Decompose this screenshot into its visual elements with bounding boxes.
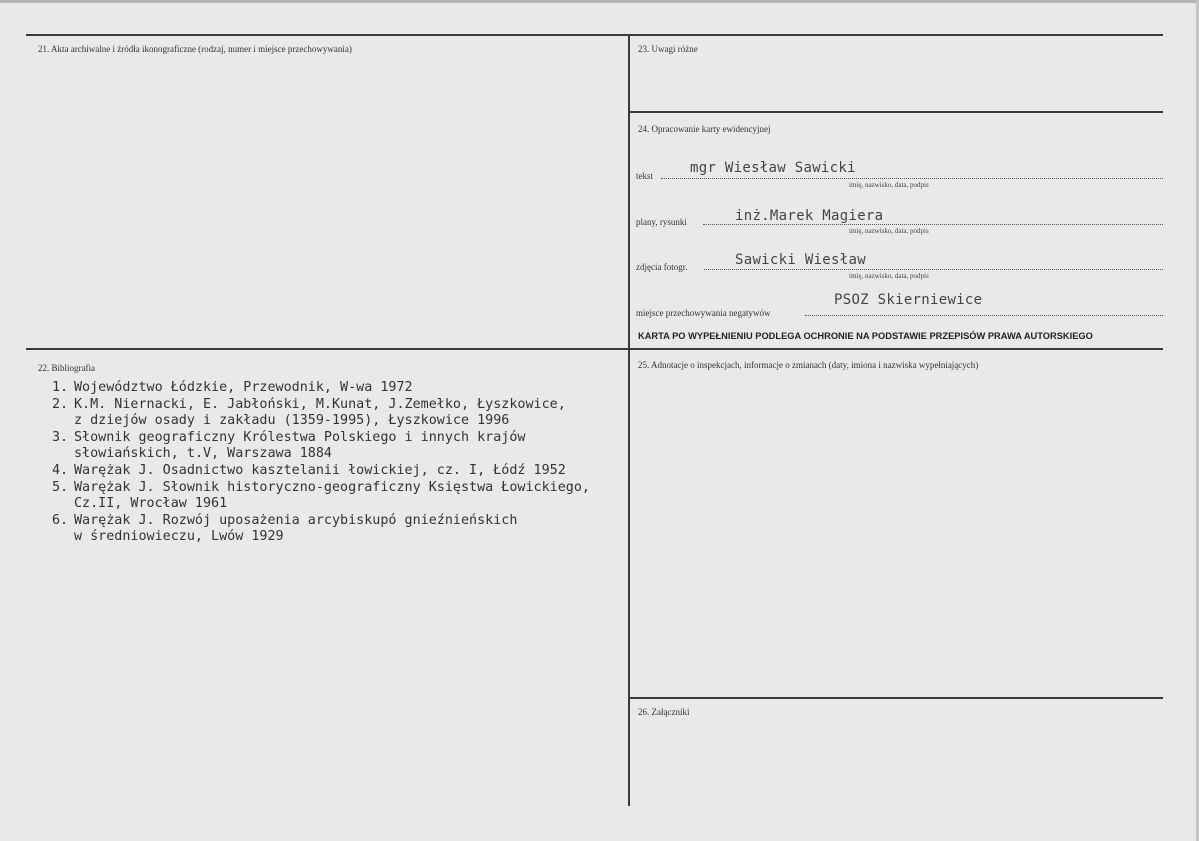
copyright-notice: KARTA PO WYPEŁNIENIU PODLEGA OCHRONIE NA PODSTAWIE PRZEPISÓW PRAWA AUTORSKIEGO xyxy=(638,331,1093,341)
list-item xyxy=(52,463,590,480)
zdjecia-label: zdjęcia fotogr. xyxy=(636,262,688,272)
section-24-title: 24. Opracowanie karty ewidencyjnej xyxy=(638,124,771,134)
item-number: 6. xyxy=(52,512,69,528)
item-text: K.M. Niernacki, E. Jabłoński, M.Kunat, J.Zemełko, Łyszkowice, z dziejów osady i zakładu (1359-1995), Łyszkowice 1996 xyxy=(74,396,566,429)
list-item xyxy=(52,397,590,430)
zdjecia-dotted-line xyxy=(704,269,1163,270)
item-text: Słownik geograficzny Królestwa Polskiego i innych krajów słowiańskich, t.V, Warszawa 1884 xyxy=(74,429,526,462)
center-divider xyxy=(628,34,630,806)
item-number: 5. xyxy=(52,479,69,495)
item-text: Warężak J. Osadnictwo kasztelanii łowickiej, cz. I, Łódź 1952 xyxy=(74,462,566,478)
miejsce-label: miejsce przechowywania negatywów xyxy=(636,308,771,318)
miejsce-dotted-line xyxy=(805,315,1163,316)
plany-label: plany, rysunki xyxy=(636,217,687,227)
item-text: Województwo Łódzkie, Przewodnik, W-wa 1972 xyxy=(74,380,413,395)
section-22-title: 22. Bibliografia xyxy=(38,363,95,373)
plany-dotted-line xyxy=(703,224,1163,225)
plany-value: inż.Marek Magiera xyxy=(735,208,884,224)
item-number: 2. xyxy=(52,396,69,412)
list-item xyxy=(52,480,590,513)
list-item xyxy=(52,513,590,546)
item-text: Warężak J. Słownik historyczno-geograficzny Księstwa Łowickiego, Cz.II, Wrocław 1961 xyxy=(74,479,590,512)
zdjecia-value: Sawicki Wiesław xyxy=(735,252,866,268)
zdjecia-hint: imię, nazwisko, data, podpis xyxy=(849,272,929,280)
tekst-label: tekst xyxy=(636,171,653,181)
bibliography-list xyxy=(52,380,590,546)
page-top-edge xyxy=(0,0,1199,3)
zalaczniki-divider xyxy=(628,697,1163,699)
list-item xyxy=(52,430,590,463)
section-23-title: 23. Uwagi różne xyxy=(638,44,698,54)
section-21-title: 21. Akta archiwalne i źródła ikonograficzne (rodzaj, numer i miejsce przechowywania) xyxy=(38,44,352,54)
miejsce-value: PSOZ Skierniewice xyxy=(834,292,983,308)
section-25-title: 25. Adnotacje o inspekcjach, informacje o zmianach (daty, imiona i nazwiska wypełniających) xyxy=(638,360,979,370)
plany-hint: imię, nazwisko, data, podpis xyxy=(849,227,929,235)
item-number: 3. xyxy=(52,429,69,445)
item-number: 4. xyxy=(52,462,69,478)
item-text: Warężak J. Rozwój uposażenia arcybiskupó gnieźnieńskich w średniowieczu, Lwów 1929 xyxy=(74,512,518,545)
uwagi-divider xyxy=(628,111,1163,113)
tekst-value: mgr Wiesław Sawicki xyxy=(690,160,856,176)
list-item xyxy=(52,380,590,397)
section-26-title: 26. Załączniki xyxy=(638,707,690,717)
tekst-hint: imię, nazwisko, data, podpis xyxy=(849,181,929,189)
middle-border-line xyxy=(26,348,1163,350)
top-border-line xyxy=(26,34,1163,36)
tekst-dotted-line xyxy=(661,178,1163,179)
item-number: 1. xyxy=(52,380,69,395)
